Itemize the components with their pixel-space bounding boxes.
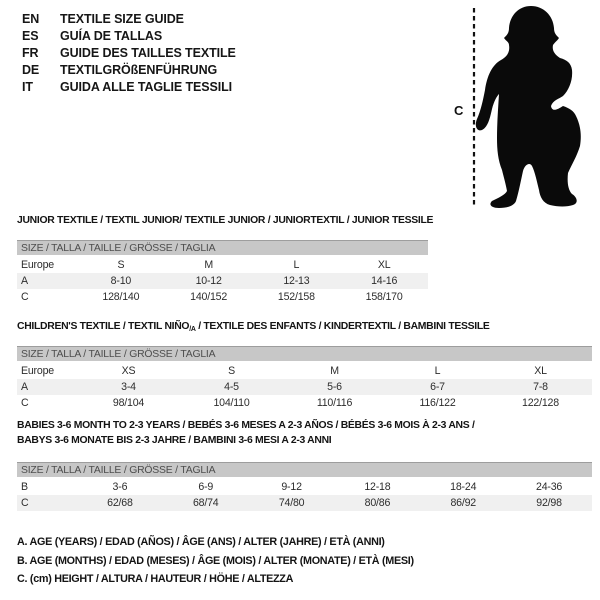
table-cell: 14-16 (371, 275, 398, 287)
table-cell: 4-5 (224, 381, 239, 393)
table-cell: 62/68 (107, 497, 133, 509)
table-cell: 68/74 (192, 497, 219, 509)
table-cell: 158/170 (365, 291, 403, 303)
table-cell: 98/104 (112, 397, 145, 409)
table-cell: 86/92 (450, 497, 476, 509)
table-cell: 6-7 (430, 381, 445, 393)
table-cell: 12-18 (364, 481, 391, 493)
row-label: Europe (21, 365, 54, 377)
lang-row-es (22, 27, 236, 44)
table-cell: 3-4 (121, 381, 136, 393)
table-row (17, 379, 592, 395)
lang-row-fr (22, 44, 236, 61)
toddler-silhouette-icon (476, 6, 581, 208)
height-measure-figure (450, 0, 598, 216)
table-cell: M (204, 259, 213, 271)
babies-title-line2: BABYS 3-6 MONATE BIS 2-3 JAHRE / BAMBINI 3-6 MESI A 2-3 ANNI (17, 434, 332, 446)
table-cell: 12-13 (283, 275, 310, 287)
footnotes (17, 533, 414, 589)
lang-code: ES (22, 28, 39, 43)
row-label: C (21, 397, 29, 409)
table-cell: 10-12 (195, 275, 222, 287)
table-cell: 6-9 (198, 481, 214, 493)
children-title-part1: CHILDREN'S TEXTILE / TEXTIL NIÑO (17, 321, 190, 332)
table-cell: 24-36 (536, 481, 563, 493)
babies-section-title (17, 419, 517, 448)
lang-text: TEXTILGRÖßENFÜHRUNG (60, 62, 218, 77)
table-cell: L (293, 259, 300, 271)
table-row (17, 479, 592, 495)
table-cell: 92/98 (536, 497, 562, 509)
junior-size-header: SIZE / TALLA / TAILLE / GRÖSSE / TAGLIA (17, 240, 428, 255)
table-cell: XL (377, 259, 391, 271)
lang-text: GUÍA DE TALLAS (60, 28, 163, 43)
babies-size-header: SIZE / TALLA / TAILLE / GRÖSSE / TAGLIA (17, 462, 592, 477)
table-cell: 18-24 (450, 481, 477, 493)
lang-code: DE (22, 62, 40, 77)
lang-code: FR (22, 45, 39, 60)
lang-text: TEXTILE SIZE GUIDE (60, 11, 184, 26)
table-cell: 74/80 (278, 497, 305, 509)
table-cell: 9-12 (281, 481, 302, 493)
table-row (17, 273, 428, 289)
table-cell: 140/152 (190, 291, 228, 303)
row-label: A (21, 275, 28, 287)
table-cell: 7-8 (533, 381, 548, 393)
lang-code: IT (22, 79, 33, 94)
table-cell: 3-6 (112, 481, 128, 493)
junior-size-table (17, 240, 428, 305)
table-cell: L (434, 365, 441, 377)
table-cell: 5-6 (327, 381, 342, 393)
row-label: Europe (21, 259, 54, 271)
table-cell: 8-10 (110, 275, 132, 287)
table-cell: 80/86 (364, 497, 391, 509)
children-size-table (17, 346, 592, 411)
lang-row-it (22, 78, 236, 95)
babies-size-table (17, 462, 592, 511)
table-cell: 122/128 (522, 397, 559, 409)
row-label: B (21, 481, 28, 493)
row-label: C (21, 497, 29, 509)
table-cell: 116/122 (419, 397, 456, 409)
row-label: C (21, 291, 29, 303)
language-header (22, 10, 236, 95)
baby-figure (464, 2, 596, 214)
table-row (17, 363, 592, 379)
footnote-a: A. AGE (YEARS) / EDAD (AÑOS) / ÂGE (ANS) / ALTER (JAHRE) / ETÀ (ANNI) (17, 536, 385, 548)
children-size-header: SIZE / TALLA / TAILLE / GRÖSSE / TAGLIA (17, 346, 592, 361)
table-cell: 128/140 (102, 291, 140, 303)
footnote-c: C. (cm) HEIGHT / ALTURA / HAUTEUR / HÖHE / ALTEZZA (17, 573, 294, 585)
height-measure-label: C (454, 103, 464, 118)
lang-row-de (22, 61, 236, 78)
children-title-subscript: /A (189, 326, 196, 333)
table-row (17, 289, 428, 305)
footnote-b: B. AGE (MONTHS) / EDAD (MESES) / ÂGE (MOIS) / ALTER (MONATE) / ETÀ (MESI) (17, 554, 414, 567)
table-row (17, 495, 592, 511)
table-cell: XS (121, 365, 136, 377)
lang-text: GUIDA ALLE TAGLIE TESSILI (60, 79, 233, 94)
table-cell: S (117, 259, 125, 271)
junior-section-title: JUNIOR TEXTILE / TEXTIL JUNIOR/ TEXTILE JUNIOR / JUNIORTEXTIL / JUNIOR TESSILE (17, 215, 434, 226)
lang-code: EN (22, 11, 40, 26)
babies-title-line1: BABIES 3-6 MONTH TO 2-3 YEARS / BEBÉS 3-6 MESES A 2-3 AÑOS / BÉBÉS 3-6 MOIS À 2-3 ANS / (17, 420, 475, 431)
lang-text: GUIDE DES TAILLES TEXTILE (60, 45, 236, 60)
table-cell: 104/110 (213, 397, 250, 409)
table-cell: 152/158 (277, 291, 315, 303)
table-row (17, 257, 428, 273)
table-cell: XL (534, 365, 547, 377)
lang-row-en (22, 10, 236, 27)
table-cell: 110/116 (316, 397, 353, 409)
table-cell: M (330, 365, 339, 377)
children-title-part2: / TEXTILE DES ENFANTS / KINDERTEXTIL / BAMBINI TESSILE (195, 321, 490, 332)
table-row (17, 395, 592, 411)
row-label: A (21, 381, 28, 393)
children-section-title (17, 321, 490, 333)
table-cell: S (228, 365, 235, 377)
